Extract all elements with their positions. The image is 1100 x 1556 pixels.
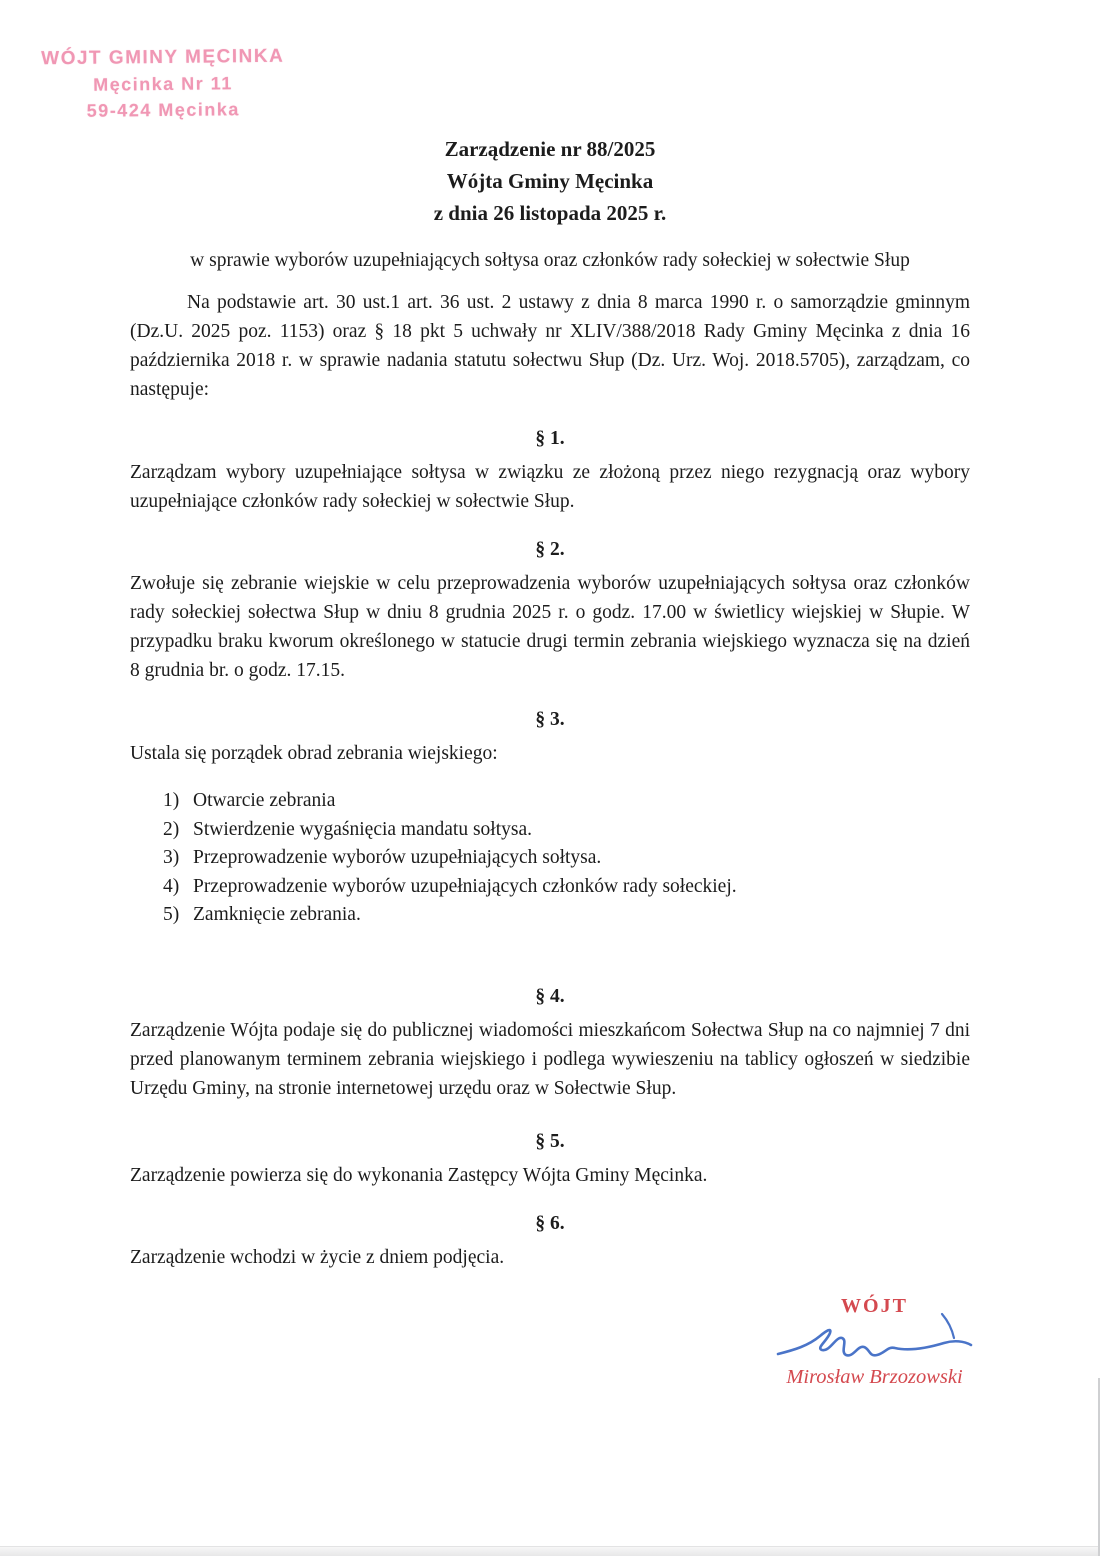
stamp-address-line1: Męcinka Nr 11	[93, 73, 233, 95]
agenda-item-5-text: Zamknięcie zebrania.	[193, 904, 361, 925]
legal-preamble: Na podstawie art. 30 ust.1 art. 36 ust. 2 ustawy z dnia 8 marca 1990 r. o samorządzie gminnym (Dz.U. 2025 poz. 1153) oraz § 18 pkt 5 uchwały nr XLIV/388/2018 Rady Gminy Męcinka z dnia 16 października 2018 r. w sprawie nadania statutu sołectwu Słup (Dz. Urz. Woj. 2018.5705), zarządzam, co następuje:	[130, 292, 970, 400]
agenda-list	[130, 787, 970, 930]
signature-block	[772, 1295, 977, 1389]
section-2-heading: § 2.	[535, 539, 565, 560]
agenda-item-2-number: 2)	[163, 818, 180, 840]
agenda-item-3-number: 3)	[163, 847, 180, 868]
agenda-item-3-text: Przeprowadzenie wyborów uzupełniających sołtysa.	[193, 847, 602, 868]
agenda-item-3	[163, 844, 970, 873]
title-date: z dnia 26 listopada 2025 r.	[433, 201, 667, 225]
section-4-heading: § 4.	[535, 985, 565, 1007]
scan-edge-bottom	[0, 1546, 1100, 1556]
agenda-item-2	[163, 816, 970, 845]
signature-role-stamp: WÓJT	[841, 1295, 908, 1317]
section-6-body: Zarządzenie wchodzi w życie z dniem podjęcia.	[130, 1247, 505, 1268]
agenda-item-4-number: 4)	[163, 875, 180, 897]
section-5-heading: § 5.	[535, 1130, 565, 1152]
agenda-item-1-number: 1)	[163, 790, 180, 811]
section-2-body: Zwołuje się zebranie wiejskie w celu przeprowadzenia wyborów uzupełniających sołtysa oraz członków rady sołeckiej sołectwa Słup w dniu 8 grudnia 2025 r. o godz. 17.00 w świetlicy wiejskiej w Słupie. W przypadku braku kworum określonego w statucie drugi termin zebrania wiejskiego wyznacza się na dzień 8 grudnia br. o godz. 17.15.	[130, 573, 970, 681]
stamp-address-line2: 59-424 Męcinka	[86, 99, 240, 121]
document-title	[130, 133, 970, 229]
title-ordinance-number: Zarządzenie nr 88/2025	[444, 137, 656, 161]
document-subject: w sprawie wyborów uzupełniających sołtysa oraz członków rady sołeckiej w sołectwie Słup	[190, 250, 910, 271]
section-3-heading: § 3.	[535, 708, 565, 730]
signature-name-stamp: Mirosław Brzozowski	[786, 1366, 963, 1388]
handwritten-signature	[772, 1310, 977, 1372]
section-1-heading: § 1.	[535, 427, 565, 449]
section-3-body: Ustala się porządek obrad zebrania wiejskiego:	[130, 742, 498, 764]
section-1-body: Zarządzam wybory uzupełniające sołtysa w związku ze złożoną przez niego rezygnacją oraz wybory uzupełniające członków rady sołeckiej w sołectwie Słup.	[130, 461, 970, 512]
agenda-item-4-text: Przeprowadzenie wyborów uzupełniających członków rady sołeckiej.	[193, 875, 737, 897]
agenda-item-5	[163, 901, 970, 930]
agenda-item-1	[163, 787, 970, 816]
section-5-body: Zarządzenie powierza się do wykonania Zastępcy Wójta Gminy Męcinka.	[130, 1164, 708, 1186]
agenda-item-4	[163, 873, 970, 902]
agenda-item-5-number: 5)	[163, 904, 180, 925]
section-4-body: Zarządzenie Wójta podaje się do publicznej wiadomości mieszkańcom Sołectwa Słup na co najmniej 7 dni przed planowanym terminem zebrania wiejskiego i podlega wywieszeniu na tablicy ogłoszeń w siedzibie Urzędu Gminy, na stronie internetowej urzędu oraz w Sołectwie Słup.	[130, 1019, 970, 1099]
document-body	[130, 0, 970, 1292]
agenda-item-2-text: Stwierdzenie wygaśnięcia mandatu sołtysa.	[193, 818, 532, 840]
title-issuer: Wójta Gminy Męcinka	[446, 169, 654, 193]
section-6-heading: § 6.	[535, 1213, 565, 1234]
stamp-office-name: WÓJT GMINY MĘCINKA	[41, 45, 285, 70]
agenda-item-1-text: Otwarcie zebrania	[193, 790, 336, 811]
